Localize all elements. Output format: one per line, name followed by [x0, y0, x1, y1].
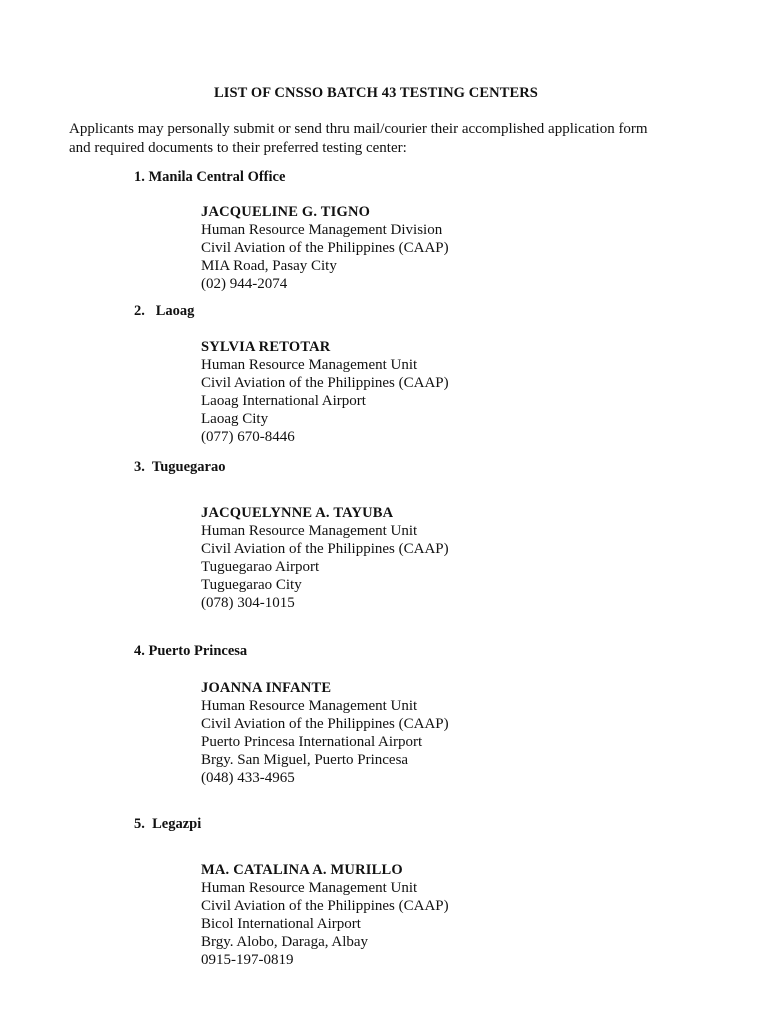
- center-heading-manila: 1. Manila Central Office: [134, 169, 286, 185]
- contact-line: Human Resource Management Unit: [201, 523, 418, 539]
- contact-line: Tuguegarao City: [201, 577, 302, 593]
- center-contact-legazpi: [201, 861, 449, 969]
- contact-line: Human Resource Management Unit: [201, 698, 418, 714]
- contact-line: Brgy. San Miguel, Puerto Princesa: [201, 752, 409, 768]
- contact-line: Puerto Princesa International Airport: [201, 734, 423, 750]
- contact-line: Human Resource Management Division: [201, 222, 443, 238]
- contact-name: JACQUELINE G. TIGNO: [201, 204, 371, 220]
- contact-name: MA. CATALINA A. MURILLO: [201, 862, 403, 878]
- contact-line: Tuguegarao Airport: [201, 559, 320, 575]
- contact-line: Laoag International Airport: [201, 393, 366, 409]
- contact-line: Civil Aviation of the Philippines (CAAP): [201, 375, 449, 391]
- contact-line: Human Resource Management Unit: [201, 880, 418, 896]
- contact-line: Laoag City: [201, 411, 269, 427]
- contact-name: JOANNA INFANTE: [201, 680, 332, 696]
- center-heading-tuguegarao: 3. Tuguegarao: [134, 459, 226, 475]
- contact-line: Civil Aviation of the Philippines (CAAP): [201, 716, 449, 732]
- contact-line: Civil Aviation of the Philippines (CAAP): [201, 240, 449, 256]
- contact-line: (078) 304-1015: [201, 595, 295, 611]
- center-heading-legazpi: 5. Legazpi: [134, 816, 202, 832]
- contact-line: Civil Aviation of the Philippines (CAAP): [201, 541, 449, 557]
- contact-line: Civil Aviation of the Philippines (CAAP): [201, 898, 449, 914]
- center-contact-tuguegarao: [201, 504, 449, 612]
- contact-name: JACQUELYNNE A. TAYUBA: [201, 505, 394, 521]
- contact-line: (077) 670-8446: [201, 429, 295, 445]
- center-contact-laoag: [201, 338, 449, 446]
- center-contact-manila: [201, 203, 449, 293]
- center-heading-puerto-princesa: 4. Puerto Princesa: [134, 643, 248, 659]
- contact-line: 0915-197-0819: [201, 952, 294, 968]
- contact-name: SYLVIA RETOTAR: [201, 339, 331, 355]
- center-heading-laoag: 2. Laoag: [134, 303, 195, 319]
- contact-line: (048) 433-4965: [201, 770, 295, 786]
- contact-line: (02) 944-2074: [201, 276, 288, 292]
- contact-line: MIA Road, Pasay City: [201, 258, 337, 274]
- contact-line: Brgy. Alobo, Daraga, Albay: [201, 934, 369, 950]
- contact-line: Human Resource Management Unit: [201, 357, 418, 373]
- intro-paragraph: Applicants may personally submit or send thru mail/courier their accomplished application form and required documents to their preferred testing center:: [69, 121, 648, 156]
- center-contact-puerto-princesa: [201, 679, 449, 787]
- document-title: LIST OF CNSSO BATCH 43 TESTING CENTERS: [214, 85, 538, 101]
- contact-line: Bicol International Airport: [201, 916, 361, 932]
